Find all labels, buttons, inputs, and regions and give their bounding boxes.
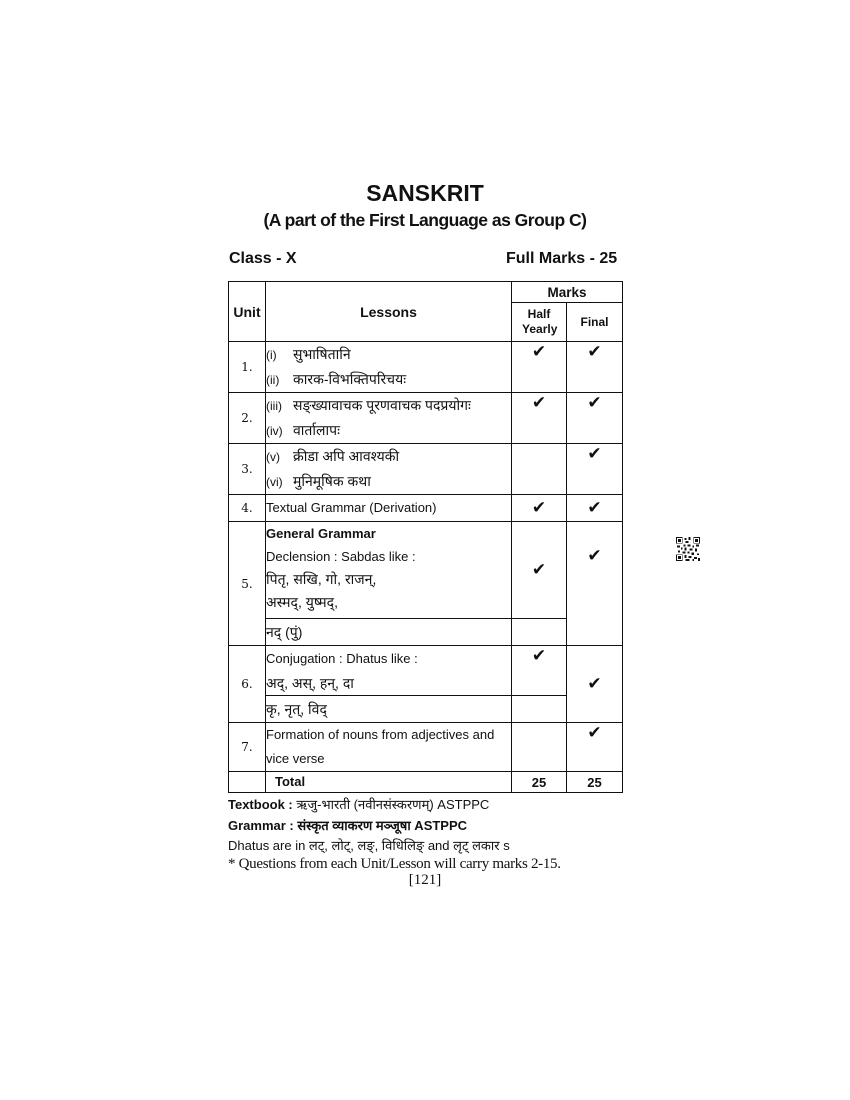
check-icon: ✔ [567,646,623,723]
textbook-line [228,795,489,813]
lesson-roman: (ii) [266,373,280,387]
lesson-cell: Conjugation : Dhatus like : अद्, अस्, हन्, दा [266,646,512,696]
check-icon: ✔ [512,495,567,522]
total-label: Total [266,772,512,793]
empty-mark-cell [512,444,567,495]
table-row [229,646,623,696]
table-row [229,696,623,723]
check-icon: ✔ [567,342,623,393]
check-icon: ✔ [567,723,623,772]
lesson-roman: (v) [266,450,280,464]
header-marks: Marks [512,282,623,303]
header-unit: Unit [229,282,266,342]
unit-number: 4. [229,495,266,522]
empty-mark-cell [512,696,567,723]
lesson-cell: कृ, नृत्, विद् [266,696,512,723]
empty-mark-cell [512,723,567,772]
syllabus-table [228,281,623,793]
dhatus-line: Dhatus are in लट्, लोट्, लङ्, विधिलिङ् and लृट् लकार s [228,838,510,853]
lesson-title: सङ्ख्यावाचक पूरणवाचक पदप्रयोगः [293,397,471,413]
lesson-title: कारक-विभक्तिपरिचयः [293,371,407,387]
lesson-roman: (iii) [266,399,282,413]
page-subtitle: (A part of the First Language as Group C) [263,210,587,230]
lesson-roman: (vi) [266,475,283,489]
grammar-line [228,816,467,834]
check-icon: ✔ [512,342,567,393]
header-half-yearly: Half Yearly [512,303,567,342]
table-row [229,495,623,522]
unit-number: 3. [229,444,266,495]
header-lessons: Lessons [266,282,512,342]
page-number: [121] [408,872,442,888]
lesson-title: सुभाषितानि [293,346,351,362]
table-row [229,444,623,495]
check-icon: ✔ [512,522,567,619]
table-row [229,522,623,619]
check-icon: ✔ [567,444,623,495]
total-unit-cell [229,772,266,793]
page-title: SANSKRIT [366,180,484,206]
lesson-cell: नद् (पुं) [266,619,512,646]
textbook-value: ऋजु-भारती (नवीनसंस्करणम्) ASTPPC [296,797,490,812]
qr-code-icon [676,537,700,561]
lesson-title: मुनिमूषिक कथा [293,473,371,489]
lesson-cell: General Grammar Declension : Sabdas like : पितृ, सखि, गो, राजन्, अस्मद्, युष्मद्, [266,522,512,619]
lesson-cell [266,393,512,444]
header-final: Final [567,303,623,342]
total-row [229,772,623,793]
table-row [229,342,623,393]
lesson-cell [266,444,512,495]
unit-number: 2. [229,393,266,444]
table-row [229,723,623,772]
unit-number: 6. [229,646,266,723]
marks-note: * Questions from each Unit/Lesson will carry marks 2-15. [228,856,561,872]
grammar-label: Grammar : [228,818,294,833]
check-icon: ✔ [567,393,623,444]
total-final: 25 [567,772,623,793]
class-label: Class - X [229,250,297,267]
grammar-value: संस्कृत व्याकरण मञ्जूषा ASTPPC [297,818,468,833]
total-half-yearly: 25 [512,772,567,793]
lesson-cell: Formation of nouns from adjectives and vice verse [266,723,512,772]
check-icon: ✔ [567,522,623,646]
empty-mark-cell [512,619,567,646]
unit-number: 7. [229,723,266,772]
lesson-title: क्रीडा अपि आवश्यकी [293,448,400,464]
lesson-roman: (i) [266,348,277,362]
lesson-cell [266,342,512,393]
unit-number: 5. [229,522,266,646]
textbook-label: Textbook : [228,797,293,812]
general-grammar-heading: General Grammar [266,526,376,541]
unit-number: 1. [229,342,266,393]
lesson-title: वार्तालापः [293,422,340,438]
table-row [229,393,623,444]
table-row [229,619,623,646]
check-icon: ✔ [567,495,623,522]
check-icon: ✔ [512,393,567,444]
full-marks-label: Full Marks - 25 [506,250,618,267]
lesson-cell: Textual Grammar (Derivation) [266,495,512,522]
check-icon: ✔ [512,646,567,696]
lesson-roman: (iv) [266,424,283,438]
